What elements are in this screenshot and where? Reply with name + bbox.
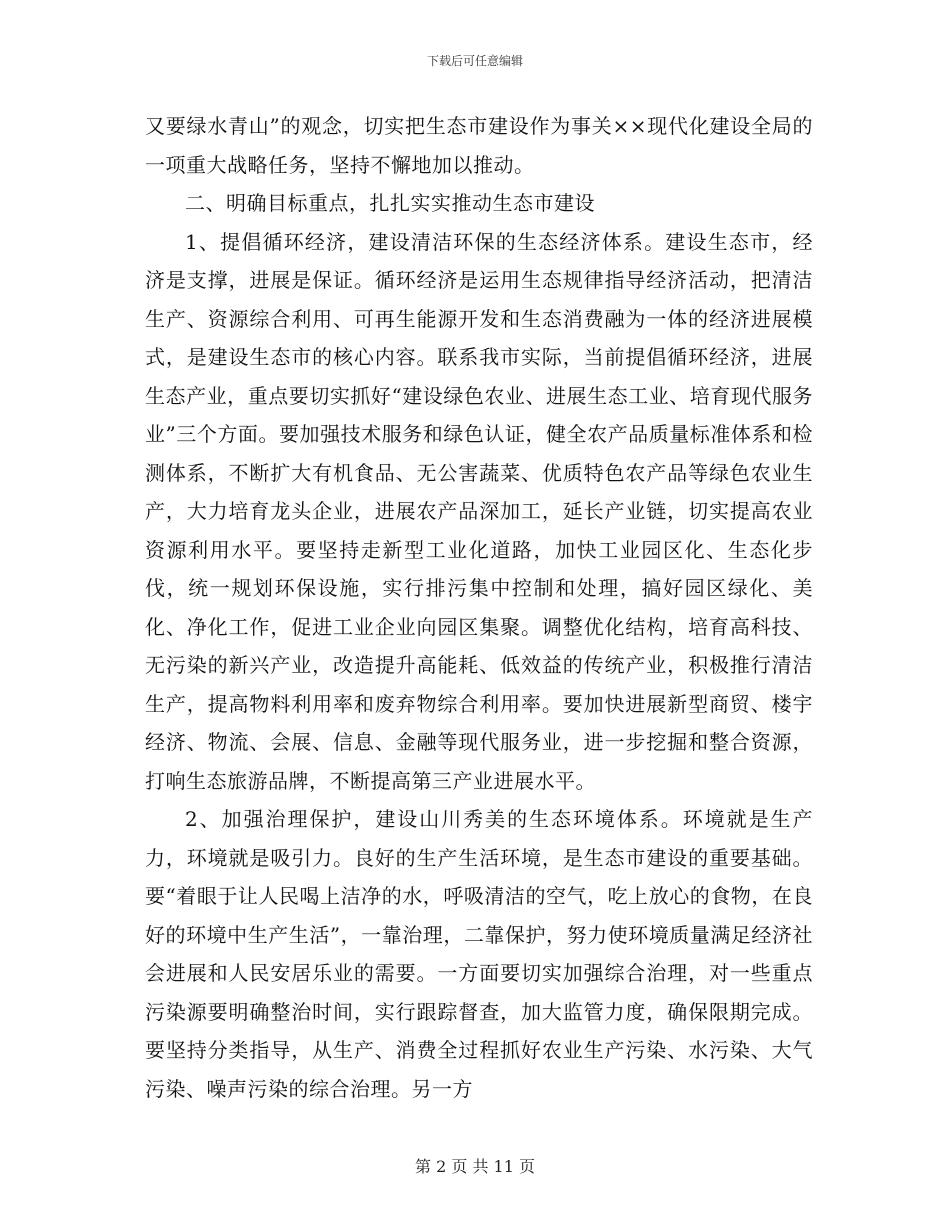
paragraph-continuation: 又要绿水青山”的观念，切实把生态市建设作为事关××现代化建设全局的一项重大战略任务，坚持不懈地加以推动。 — [145, 114, 813, 177]
header-note: 下载后可任意编辑 — [426, 54, 523, 68]
paragraph-circular-economy: 1、提倡循环经济，建设清洁环保的生态经济体系。建设生态市，经济是支撑，进展是保证。循环经济是运用生态规律指导经济活动，把清洁生产、资源综合利用、可再生能源开发和生态消费融为一体的经济进展模式，是建设生态市的核心内容。联系我市实际，当前提倡循环经济，进展生态产业，重点要切实抓好“建设绿色农业、进展生态工业、培育现代服务业”三个方面。要加强技术服务和绿色认证，健全农产品质量标准体系和检测体系，不断扩大有机食品、无公害蔬菜、优质特色农产品等绿色农业生产，大力培育龙头企业，进展农产品深加工，延长产业链，切实提高农业资源利用水平。要坚持走新型工业化道路，加快工业园区化、生态化步伐，统一规划环保设施，实行排污集中控制和处理，搞好园区绿化、美化、净化工作，促进工业企业向园区集聚。调整优化结构，培育高科技、无污染的新兴产业，改造提升高能耗、低效益的传统产业，积极推行清洁生产，提高物料利用率和废弃物综合利用率。要加快进展新型商贸、楼宇经济、物流、会展、信息、金融等现代服务业，进一步挖掘和整合资源，打响生态旅游品牌，不断提高第三产业进展水平。 — [145, 229, 813, 793]
paragraph-environment: 2、加强治理保护，建设山川秀美的生态环境体系。环境就是生产力，环境就是吸引力。良好的生产生活环境，是生态市建设的重要基础。要“着眼于让人民喝上洁净的水，呼吸清洁的空气，吃上放心的食物，在良好的环境中生产生活”，一靠治理，二靠保护，努力使环境质量满足经济社会进展和人民安居乐业的需要。一方面要切实加强综合治理，对一些重点污染源要明确整治时间，实行跟踪督查，加大监管力度，确保限期完成。要坚持分类指导，从生产、消费全过程抓好农业生产污染、水污染、大气污染、噪声污染的综合治理。另一方 — [145, 807, 813, 1101]
page-number-footer: 第 2 页 共 11 页 — [415, 1157, 535, 1176]
section-heading: 二、明确目标重点，扎扎实实推动生态市建设 — [185, 191, 595, 215]
body-text — [145, 107, 813, 1108]
